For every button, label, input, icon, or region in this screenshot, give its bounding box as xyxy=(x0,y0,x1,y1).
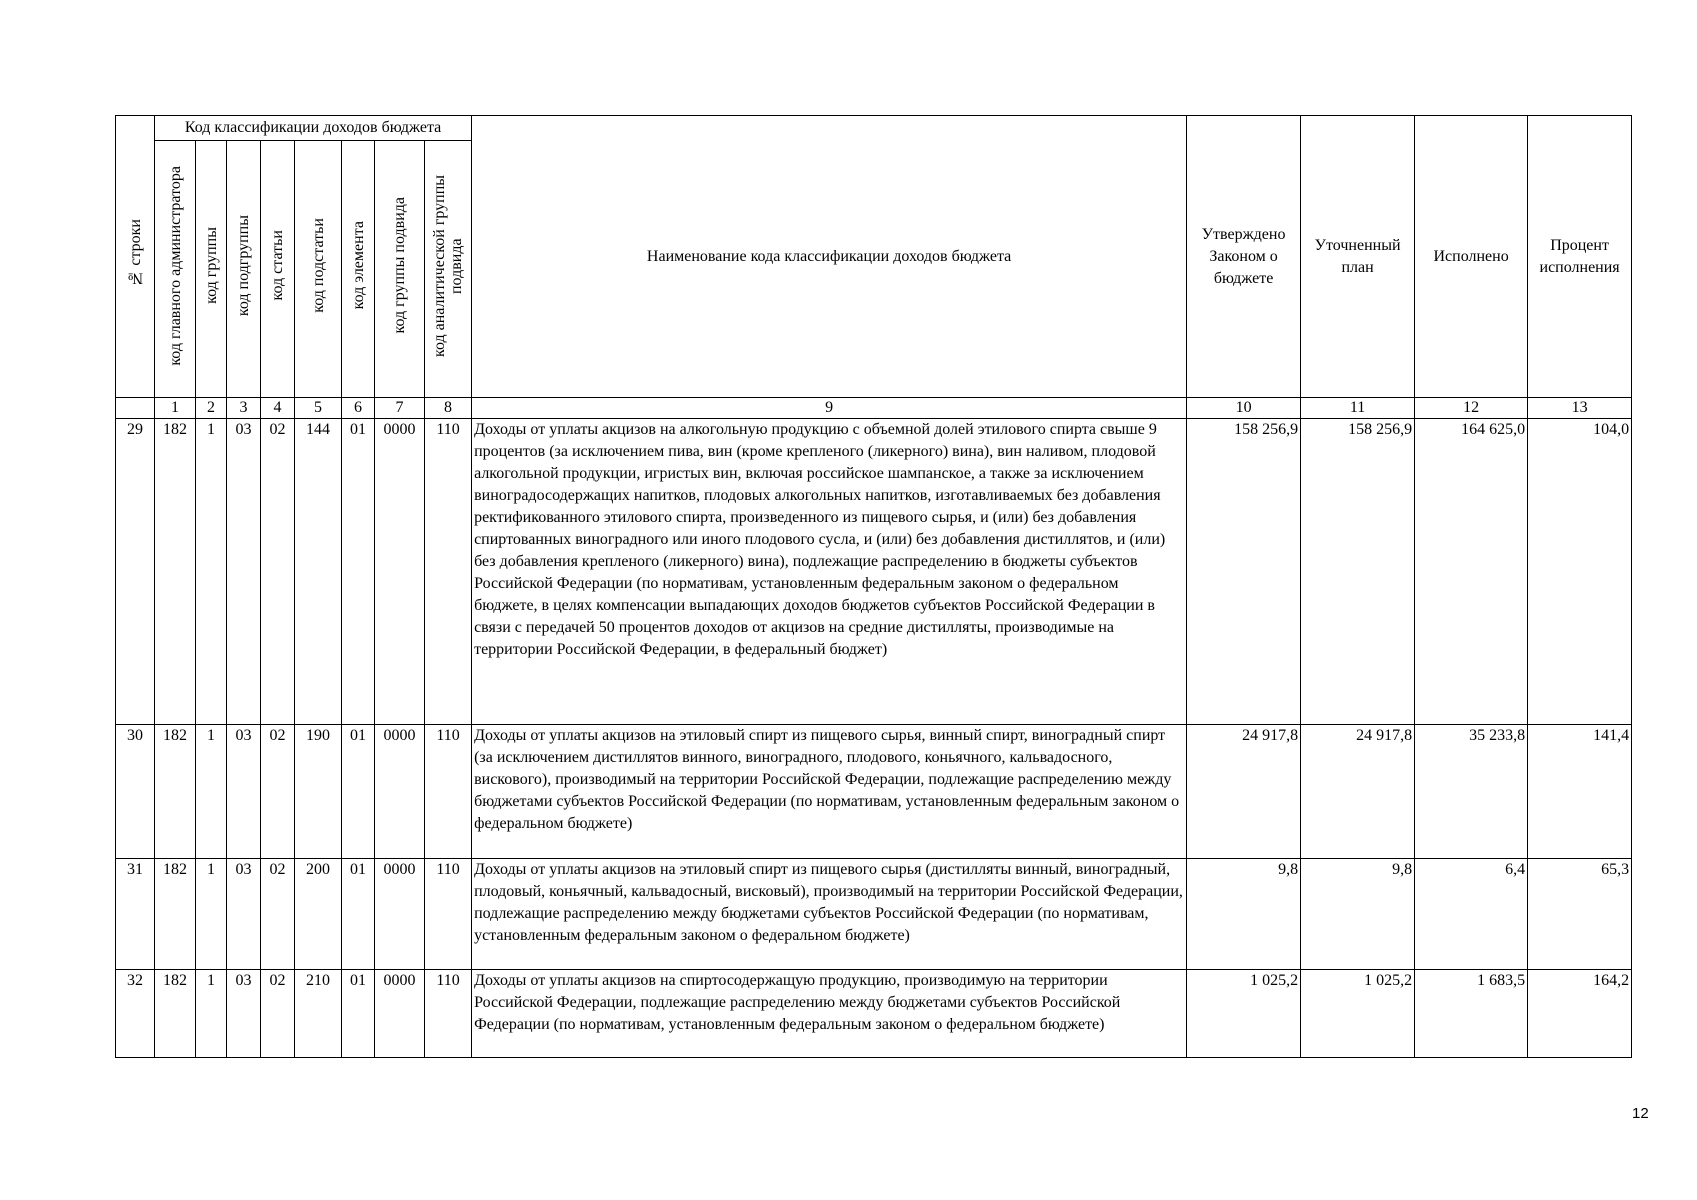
subgroup-code: 03 xyxy=(227,725,261,859)
header-executed: Исполнено xyxy=(1415,116,1528,398)
header-approved: Утверждено Законом о бюджете xyxy=(1187,116,1301,398)
header-plan: Уточненный план xyxy=(1301,116,1415,398)
element-code: 01 xyxy=(342,970,375,1058)
header-code-group: Код классификации доходов бюджета xyxy=(155,116,472,141)
header-admin-code: код главного администратора xyxy=(155,141,196,398)
subarticle-code: 144 xyxy=(295,419,342,725)
header-name: Наименование кода классификации доходов бюджета xyxy=(472,116,1187,398)
admin-code: 182 xyxy=(155,419,196,725)
row-number: 30 xyxy=(116,725,155,859)
element-code: 01 xyxy=(342,419,375,725)
table-row xyxy=(116,970,1632,1058)
article-code: 02 xyxy=(261,970,295,1058)
admin-code: 182 xyxy=(155,725,196,859)
percent-value: 141,4 xyxy=(1528,725,1632,859)
table-row xyxy=(116,419,1632,725)
header-row-number: № строки xyxy=(116,116,155,398)
executed-value: 35 233,8 xyxy=(1415,725,1528,859)
group-code: 1 xyxy=(196,859,227,970)
subarticle-code: 190 xyxy=(295,725,342,859)
header-analytic-group-code: код аналитической группы подвида xyxy=(425,141,472,398)
group-code: 1 xyxy=(196,970,227,1058)
header-percent: Процент исполнения xyxy=(1528,116,1632,398)
article-code: 02 xyxy=(261,419,295,725)
header-subarticle-code: код подстатьи xyxy=(295,141,342,398)
column-number: 11 xyxy=(1301,398,1415,419)
table-row xyxy=(116,725,1632,859)
subtype-group-code: 0000 xyxy=(375,859,425,970)
column-number: 2 xyxy=(196,398,227,419)
header-element-code: код элемента xyxy=(342,141,375,398)
percent-value: 104,0 xyxy=(1528,419,1632,725)
column-number: 7 xyxy=(375,398,425,419)
header-subtype-group-code: код группы подвида xyxy=(375,141,425,398)
article-code: 02 xyxy=(261,859,295,970)
percent-value: 164,2 xyxy=(1528,970,1632,1058)
header-group-code: код группы xyxy=(196,141,227,398)
column-number: 6 xyxy=(342,398,375,419)
approved-value: 9,8 xyxy=(1187,859,1301,970)
column-number: 9 xyxy=(472,398,1187,419)
subgroup-code: 03 xyxy=(227,859,261,970)
approved-value: 158 256,9 xyxy=(1187,419,1301,725)
analytic-group-code: 110 xyxy=(425,419,472,725)
row-number: 29 xyxy=(116,419,155,725)
group-code: 1 xyxy=(196,419,227,725)
plan-value: 158 256,9 xyxy=(1301,419,1415,725)
admin-code: 182 xyxy=(155,859,196,970)
column-number xyxy=(116,398,155,419)
executed-value: 164 625,0 xyxy=(1415,419,1528,725)
approved-value: 24 917,8 xyxy=(1187,725,1301,859)
subarticle-code: 200 xyxy=(295,859,342,970)
subgroup-code: 03 xyxy=(227,419,261,725)
plan-value: 1 025,2 xyxy=(1301,970,1415,1058)
article-code: 02 xyxy=(261,725,295,859)
column-number: 1 xyxy=(155,398,196,419)
element-code: 01 xyxy=(342,725,375,859)
row-number: 31 xyxy=(116,859,155,970)
row-number: 32 xyxy=(116,970,155,1058)
column-number: 13 xyxy=(1528,398,1632,419)
subarticle-code: 210 xyxy=(295,970,342,1058)
executed-value: 1 683,5 xyxy=(1415,970,1528,1058)
plan-value: 24 917,8 xyxy=(1301,725,1415,859)
plan-value: 9,8 xyxy=(1301,859,1415,970)
column-numbers-row xyxy=(116,398,1632,419)
page-number: 12 xyxy=(1632,1105,1649,1122)
subtype-group-code: 0000 xyxy=(375,970,425,1058)
column-number: 3 xyxy=(227,398,261,419)
budget-revenue-table xyxy=(115,115,1632,1058)
column-number: 5 xyxy=(295,398,342,419)
analytic-group-code: 110 xyxy=(425,859,472,970)
percent-value: 65,3 xyxy=(1528,859,1632,970)
subtype-group-code: 0000 xyxy=(375,419,425,725)
revenue-name: Доходы от уплаты акцизов на этиловый спирт из пищевого сырья, винный спирт, виноградный спирт (за исключением дистиллятов винного, виноградного, плодового, коньячного, кальвадосного, вискового), производимый на территории Российской Федерации, подлежащие распределению между бюджетами субъектов Российской Федерации (по нормативам, установленным федеральным законом о федеральном бюджете) xyxy=(472,725,1187,859)
analytic-group-code: 110 xyxy=(425,970,472,1058)
column-number: 4 xyxy=(261,398,295,419)
column-number: 12 xyxy=(1415,398,1528,419)
admin-code: 182 xyxy=(155,970,196,1058)
subgroup-code: 03 xyxy=(227,970,261,1058)
header-article-code: код статьи xyxy=(261,141,295,398)
table-row xyxy=(116,859,1632,970)
approved-value: 1 025,2 xyxy=(1187,970,1301,1058)
executed-value: 6,4 xyxy=(1415,859,1528,970)
analytic-group-code: 110 xyxy=(425,725,472,859)
revenue-name: Доходы от уплаты акцизов на спиртосодержащую продукцию, производимую на территории Российской Федерации, подлежащие распределению между бюджетами субъектов Российской Федерации (по нормативам, установленным федеральным законом о федеральном бюджете) xyxy=(472,970,1187,1058)
revenue-name: Доходы от уплаты акцизов на алкогольную продукцию с объемной долей этилового спирта свыше 9 процентов (за исключением пива, вин (кроме крепленого (ликерного) вина), вин наливом, плодовой алкогольной продукции, игристых вин, включая российское шампанское, а также за исключением виноградосодержащих напитков, плодовых алкогольных напитков, изготавливаемых без добавления ректификованного этилового спирта, произведенного из пищевого сырья, и (или) без добавления спиртованных виноградного или иного плодового сусла, и (или) без добавления дистиллятов, и (или) без добавления крепленого (ликерного) вина), подлежащие распределению в бюджеты субъектов Российской Федерации (по нормативам, установленным федеральным законом о федеральном бюджете, в целях компенсации выпадающих доходов бюджетов субъектов Российской Федерации в связи с передачей 50 процентов доходов от акцизов на средние дистилляты, производимые на территории Российской Федерации, в федеральный бюджет) xyxy=(472,419,1187,725)
subtype-group-code: 0000 xyxy=(375,725,425,859)
column-number: 8 xyxy=(425,398,472,419)
revenue-name: Доходы от уплаты акцизов на этиловый спирт из пищевого сырья (дистилляты винный, виноградный, плодовый, коньячный, кальвадосный, висковый), производимый на территории Российской Федерации, подлежащие распределению между бюджетами субъектов Российской Федерации (по нормативам, установленным федеральным законом о федеральном бюджете) xyxy=(472,859,1187,970)
header-subgroup-code: код подгруппы xyxy=(227,141,261,398)
group-code: 1 xyxy=(196,725,227,859)
element-code: 01 xyxy=(342,859,375,970)
column-number: 10 xyxy=(1187,398,1301,419)
